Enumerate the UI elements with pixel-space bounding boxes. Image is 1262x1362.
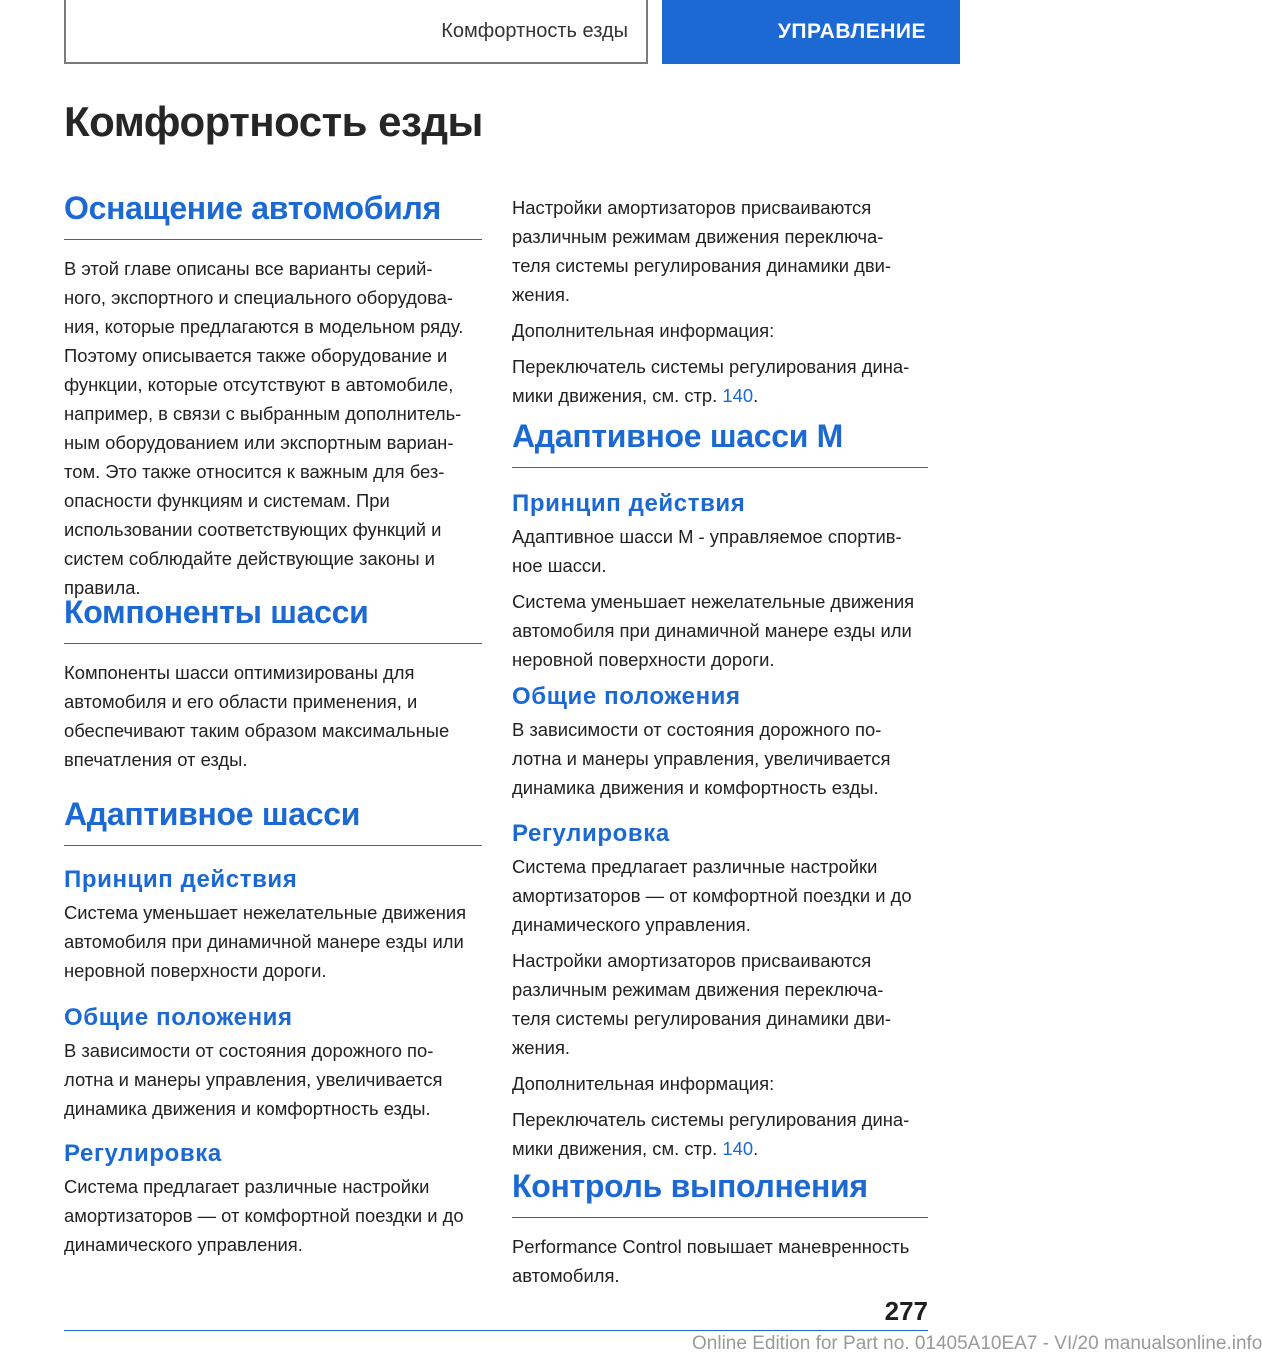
section-adaptive (64, 796, 482, 846)
section-control (512, 1168, 928, 1290)
subheading-principle-m: Принцип действия (512, 490, 746, 517)
text-line: Настройки амортизаторов присваиваются (512, 197, 872, 218)
info-label-m: Дополнительная информация: (512, 1073, 775, 1094)
header-section-tab (64, 0, 648, 64)
page-title: Комфортность езды (64, 98, 483, 145)
page-number: 277 (884, 1296, 928, 1326)
text-line: лотна и манеры управления, увеличивается (64, 1069, 443, 1090)
subheading-general: Общие положения (64, 1004, 293, 1031)
ref-suffix: . (753, 385, 759, 406)
text-line (512, 381, 928, 410)
text-line: В этой главе описаны все варианты серий- (64, 258, 433, 279)
subsection-general-m (512, 683, 928, 802)
text-line: динамика движения и комфортность езды. (512, 777, 879, 798)
text-line: Адаптивное шасси M - управляемое спортив- (512, 526, 902, 547)
subheading-adjust-m: Регулировка (512, 820, 670, 847)
section-adaptive-m (512, 418, 928, 468)
section-heading-control: Контроль выполнения (512, 1168, 928, 1218)
text-line: автомобиля при динамичной манере езды или (64, 931, 464, 952)
general-text (64, 1036, 482, 1123)
section-heading-adaptive-m: Адаптивное шасси M (512, 418, 928, 468)
subheading-general-m: Общие положения (512, 683, 741, 710)
equipment-text (64, 254, 482, 602)
text-line: Система уменьшает нежелательные движения (512, 591, 915, 612)
text-line: амортизаторов — от комфортной поездки и до (64, 1205, 464, 1226)
text-line: динамика движения и комфортность езды. (64, 1098, 431, 1119)
text-line: неровной поверхности дороги. (512, 649, 775, 670)
header-chapter-label: УПРАВЛЕНИЕ (777, 20, 926, 43)
text-line: Переключатель системы регулирования дина- (512, 356, 910, 377)
text-line: ное шасси. (512, 555, 607, 576)
subsection-principle-m (512, 490, 928, 674)
text-line: различным режимам движения переключа- (512, 226, 884, 247)
text-line: ного, экспортного и специального оборудова- (64, 287, 454, 308)
text-line: В зависимости от состояния дорожного по- (64, 1040, 434, 1061)
chassis-text (64, 658, 482, 774)
info-label: Дополнительная информация: (512, 320, 775, 341)
text-line: жения. (512, 284, 571, 305)
text-line: обеспечивают таким образом максимальные (64, 720, 450, 741)
text-line: ным оборудованием или экспортным вариан- (64, 432, 454, 453)
assign-text (512, 193, 928, 309)
section-heading-equipment: Оснащение автомобиля (64, 190, 482, 240)
text-line: В зависимости от состояния дорожного по- (512, 719, 882, 740)
text-line: неровной поверхности дороги. (64, 960, 327, 981)
subheading-adjust: Регулировка (64, 1140, 222, 1167)
text-line: том. Это также относится к важным для без- (64, 461, 445, 482)
adjust-text (64, 1172, 482, 1259)
section-equipment (64, 190, 482, 602)
section-chassis (64, 594, 482, 774)
subsection-adjust (64, 1140, 482, 1259)
subheading-principle: Принцип действия (64, 866, 298, 893)
principle-m-text (512, 522, 928, 580)
ref-prefix: мики движения, см. стр. (512, 385, 723, 406)
text-line: автомобиля при динамичной манере езды или (512, 620, 912, 641)
text-line: Performance Control повышает маневренность (512, 1236, 910, 1257)
text-line: жения. (512, 1037, 571, 1058)
subsection-general (64, 1004, 482, 1123)
header-chapter-tab[interactable] (662, 0, 960, 64)
section-heading-chassis: Компоненты шасси (64, 594, 482, 644)
footer-watermark: Online Edition for Part no. 01405A10EA7 - VI/20 manualsonline.info (692, 1333, 1262, 1354)
assign-m-text (512, 946, 928, 1062)
ref-suffix: . (753, 1138, 759, 1159)
text-line: использовании соответствующих функций и (64, 519, 442, 540)
subsection-adjust-m (512, 820, 928, 1163)
control-text (512, 1232, 928, 1290)
text-line: ния, которые предлагаются в модельном ряду. (64, 316, 464, 337)
text-line: Система предлагает различные настройки (512, 856, 878, 877)
text-line: автомобиля. (512, 1265, 620, 1286)
principle-m-text-2 (512, 587, 928, 674)
text-line: Система предлагает различные настройки (64, 1176, 430, 1197)
adjust-m-text (512, 852, 928, 939)
reference-m-text (512, 1105, 928, 1163)
section-heading-adaptive: Адаптивное шасси (64, 796, 482, 846)
text-line: Система уменьшает нежелательные движения (64, 902, 467, 923)
text-line: Переключатель системы регулирования дина- (512, 1109, 910, 1130)
text-line: динамического управления. (64, 1234, 303, 1255)
text-line: амортизаторов — от комфортной поездки и до (512, 885, 912, 906)
general-m-text (512, 715, 928, 802)
page-reference-link[interactable]: 140 (722, 1138, 754, 1159)
text-line: впечатления от езды. (64, 749, 248, 770)
text-line: Настройки амортизаторов присваиваются (512, 950, 872, 971)
text-line: систем соблюдайте действующие законы и (64, 548, 435, 569)
text-line: например, в связи с выбранным дополнитель- (64, 403, 462, 424)
ref-prefix: мики движения, см. стр. (512, 1138, 723, 1159)
text-line: лотна и манеры управления, увеличивается (512, 748, 891, 769)
text-line: правила. (64, 577, 141, 598)
page-reference-link[interactable]: 140 (722, 385, 754, 406)
text-line: динамического управления. (512, 914, 751, 935)
text-line: теля системы регулирования динамики дви- (512, 1008, 892, 1029)
text-line (512, 1134, 928, 1163)
reference-text (512, 352, 928, 410)
footer-divider (64, 1330, 928, 1331)
subsection-principle (64, 866, 482, 985)
text-line: различным режимам движения переключа- (512, 979, 884, 1000)
header-section-label: Комфортность езды (441, 19, 628, 42)
continued-text (512, 193, 928, 410)
text-line: функции, которые отсутствуют в автомобиле, (64, 374, 454, 395)
text-line: теля системы регулирования динамики дви- (512, 255, 892, 276)
principle-text (64, 898, 482, 985)
text-line: опасности функциям и системам. При (64, 490, 390, 511)
text-line: автомобиля и его области применения, и (64, 691, 418, 712)
text-line: Поэтому описывается также оборудование и (64, 345, 448, 366)
text-line: Компоненты шасси оптимизированы для (64, 662, 415, 683)
